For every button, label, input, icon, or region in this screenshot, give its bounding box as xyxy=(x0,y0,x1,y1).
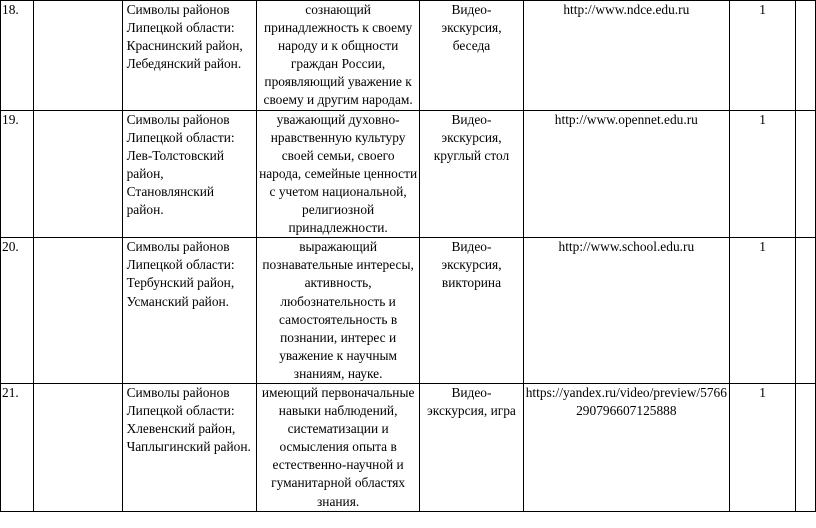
competence-cell: уважающий духовно-нравственную культуру своей семьи, своего народа, семейные ценности с учетом национальной, религиозной принадлежности. xyxy=(256,110,419,238)
hours-cell: 1 xyxy=(729,383,795,511)
extra-cell xyxy=(796,110,816,238)
extra-cell xyxy=(796,1,816,111)
row-number: 19. xyxy=(1,110,34,238)
form-cell: Видео-экскурсия, игра xyxy=(420,383,523,511)
row-number: 21. xyxy=(1,383,34,511)
row-number: 20. xyxy=(1,238,34,384)
form-cell: Видео-экскурсия, викторина xyxy=(420,238,523,384)
empty-cell xyxy=(33,238,122,384)
topic-cell: Символы районов Липецкой области: Лев-Толстовский район, Становлянский район. xyxy=(122,110,256,238)
empty-cell xyxy=(33,1,122,111)
competence-cell: сознающий принадлежность к своему народу и к общности граждан России, проявляющий уважение к своему и другим народам. xyxy=(256,1,419,111)
empty-cell xyxy=(33,110,122,238)
extra-cell xyxy=(796,383,816,511)
hours-cell: 1 xyxy=(729,1,795,111)
table-row xyxy=(1,110,816,238)
form-cell: Видео-экскурсия, круглый стол xyxy=(420,110,523,238)
resource-cell: https://yandex.ru/video/preview/5766290796607125888 xyxy=(523,383,729,511)
table-row xyxy=(1,1,816,111)
topic-cell: Символы районов Липецкой области: Хлевенский район, Чаплыгинский район. xyxy=(122,383,256,511)
resource-cell: http://www.opennet.edu.ru xyxy=(523,110,729,238)
form-cell: Видео-экскурсия, беседа xyxy=(420,1,523,111)
competence-cell: выражающий познавательные интересы, активность, любознательность и самостоятельность в познании, интерес и уважение к научным знаниям, науке. xyxy=(256,238,419,384)
hours-cell: 1 xyxy=(729,238,795,384)
empty-cell xyxy=(33,383,122,511)
competence-cell: имеющий первоначальные навыки наблюдений, систематизации и осмысления опыта в естественно-научной и гуманитарной областях знания. xyxy=(256,383,419,511)
table-row xyxy=(1,383,816,511)
extra-cell xyxy=(796,238,816,384)
row-number: 18. xyxy=(1,1,34,111)
resource-cell: http://www.school.edu.ru xyxy=(523,238,729,384)
topic-cell: Символы районов Липецкой области: Тербунский район, Усманский район. xyxy=(122,238,256,384)
table-row xyxy=(1,238,816,384)
hours-cell: 1 xyxy=(729,110,795,238)
topic-cell: Символы районов Липецкой области: Краснинский район, Лебедянский район. xyxy=(122,1,256,111)
resource-cell: http://www.ndce.edu.ru xyxy=(523,1,729,111)
